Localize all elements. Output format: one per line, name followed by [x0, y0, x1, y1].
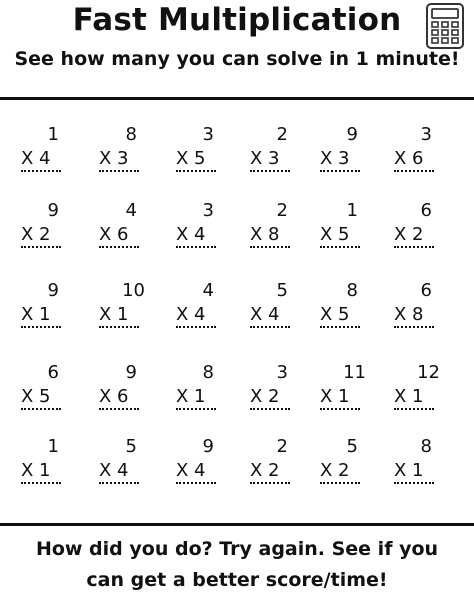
- multiplicand: 3: [420, 124, 432, 145]
- multiplicand: 6: [420, 200, 432, 221]
- answer-line[interactable]: [320, 482, 360, 484]
- answer-line[interactable]: [250, 246, 290, 248]
- multiplier: X 3: [250, 148, 280, 169]
- multiplicand: 9: [47, 280, 59, 301]
- bottom-divider: [0, 523, 474, 526]
- answer-line[interactable]: [250, 408, 290, 410]
- problem-card: [176, 436, 236, 496]
- multiplier: X 2: [250, 386, 280, 407]
- problem-card: [176, 280, 236, 340]
- multiplicand: 6: [420, 280, 432, 301]
- multiplier: X 6: [99, 386, 129, 407]
- multiplicand: 5: [125, 436, 137, 457]
- problem-card: [250, 200, 310, 260]
- page-subtitle: See how many you can solve in 1 minute!: [14, 48, 460, 70]
- answer-line[interactable]: [176, 408, 216, 410]
- multiplier: X 1: [21, 460, 51, 481]
- answer-line[interactable]: [21, 482, 61, 484]
- problem-card: [176, 124, 236, 184]
- multiplicand: 4: [202, 280, 214, 301]
- footer-line-1: How did you do? Try again. See if you: [35, 538, 439, 560]
- problem-card: [21, 436, 81, 496]
- answer-line[interactable]: [176, 326, 216, 328]
- answer-line[interactable]: [176, 246, 216, 248]
- problem-card: [320, 200, 380, 260]
- answer-line[interactable]: [394, 246, 434, 248]
- answer-line[interactable]: [99, 246, 139, 248]
- answer-line[interactable]: [320, 408, 360, 410]
- multiplicand: 2: [276, 436, 288, 457]
- problem-card: [394, 280, 454, 340]
- multiplicand: 1: [47, 124, 59, 145]
- multiplicand: 6: [47, 362, 59, 383]
- multiplicand: 3: [202, 200, 214, 221]
- problem-card: [320, 436, 380, 496]
- multiplier: X 3: [99, 148, 129, 169]
- problem-card: [250, 362, 310, 422]
- multiplier: X 1: [394, 460, 424, 481]
- answer-line[interactable]: [21, 170, 61, 172]
- multiplier: X 1: [176, 386, 206, 407]
- answer-line[interactable]: [250, 170, 290, 172]
- problem-card: [394, 200, 454, 260]
- multiplier: X 4: [21, 148, 51, 169]
- multiplicand: 9: [202, 436, 214, 457]
- multiplicand: 11: [343, 362, 366, 383]
- problem-card: [21, 124, 81, 184]
- multiplicand: 5: [346, 436, 358, 457]
- problem-card: [250, 280, 310, 340]
- multiplier: X 1: [21, 304, 51, 325]
- problem-card: [394, 436, 454, 496]
- multiplier: X 1: [320, 386, 350, 407]
- problem-card: [21, 362, 81, 422]
- multiplier: X 4: [250, 304, 280, 325]
- problem-card: [320, 124, 380, 184]
- multiplicand: 8: [202, 362, 214, 383]
- problem-card: [250, 124, 310, 184]
- multiplier: X 3: [320, 148, 350, 169]
- multiplier: X 8: [394, 304, 424, 325]
- multiplicand: 2: [276, 200, 288, 221]
- multiplier: X 4: [176, 460, 206, 481]
- answer-line[interactable]: [176, 170, 216, 172]
- multiplicand: 1: [346, 200, 358, 221]
- multiplier: X 5: [320, 304, 350, 325]
- problem-card: [320, 280, 380, 340]
- multiplier: X 8: [250, 224, 280, 245]
- multiplicand: 12: [417, 362, 440, 383]
- answer-line[interactable]: [250, 326, 290, 328]
- answer-line[interactable]: [99, 326, 139, 328]
- multiplicand: 1: [47, 436, 59, 457]
- multiplier: X 6: [394, 148, 424, 169]
- answer-line[interactable]: [99, 482, 139, 484]
- multiplier: X 2: [21, 224, 51, 245]
- problem-grid: [0, 100, 474, 520]
- multiplicand: 8: [420, 436, 432, 457]
- multiplier: X 2: [394, 224, 424, 245]
- problem-card: [21, 280, 81, 340]
- problem-card: [99, 362, 159, 422]
- multiplicand: 2: [276, 124, 288, 145]
- answer-line[interactable]: [99, 170, 139, 172]
- answer-line[interactable]: [250, 482, 290, 484]
- problem-card: [176, 200, 236, 260]
- footer-message: [0, 534, 474, 596]
- answer-line[interactable]: [394, 482, 434, 484]
- problem-card: [21, 200, 81, 260]
- multiplier: X 1: [99, 304, 129, 325]
- problem-card: [394, 362, 454, 422]
- multiplier: X 5: [21, 386, 51, 407]
- problem-card: [99, 200, 159, 260]
- problem-card: [320, 362, 380, 422]
- multiplier: X 5: [320, 224, 350, 245]
- problem-card: [99, 436, 159, 496]
- multiplier: X 2: [250, 460, 280, 481]
- answer-line[interactable]: [176, 482, 216, 484]
- page-title: Fast Multiplication: [72, 2, 402, 38]
- multiplicand: 3: [202, 124, 214, 145]
- answer-line[interactable]: [320, 170, 360, 172]
- multiplicand: 3: [276, 362, 288, 383]
- answer-line[interactable]: [394, 408, 434, 410]
- multiplicand: 9: [125, 362, 137, 383]
- answer-line[interactable]: [320, 246, 360, 248]
- answer-line[interactable]: [394, 326, 434, 328]
- multiplier: X 5: [176, 148, 206, 169]
- multiplicand: 5: [276, 280, 288, 301]
- multiplicand: 4: [125, 200, 137, 221]
- answer-line[interactable]: [99, 408, 139, 410]
- multiplicand: 9: [346, 124, 358, 145]
- multiplicand: 10: [122, 280, 145, 301]
- problem-card: [176, 362, 236, 422]
- calculator-icon: [425, 2, 465, 50]
- problem-card: [99, 280, 159, 340]
- footer-line-2: can get a better score/time!: [86, 569, 388, 591]
- answer-line[interactable]: [21, 246, 61, 248]
- problem-card: [99, 124, 159, 184]
- multiplicand: 8: [125, 124, 137, 145]
- multiplier: X 2: [320, 460, 350, 481]
- multiplier: X 4: [176, 304, 206, 325]
- multiplier: X 1: [394, 386, 424, 407]
- multiplicand: 9: [47, 200, 59, 221]
- problem-card: [394, 124, 454, 184]
- answer-line[interactable]: [21, 326, 61, 328]
- multiplier: X 4: [176, 224, 206, 245]
- answer-line[interactable]: [394, 170, 434, 172]
- multiplicand: 8: [346, 280, 358, 301]
- answer-line[interactable]: [320, 326, 360, 328]
- multiplier: X 4: [99, 460, 129, 481]
- multiplier: X 6: [99, 224, 129, 245]
- problem-card: [250, 436, 310, 496]
- answer-line[interactable]: [21, 408, 61, 410]
